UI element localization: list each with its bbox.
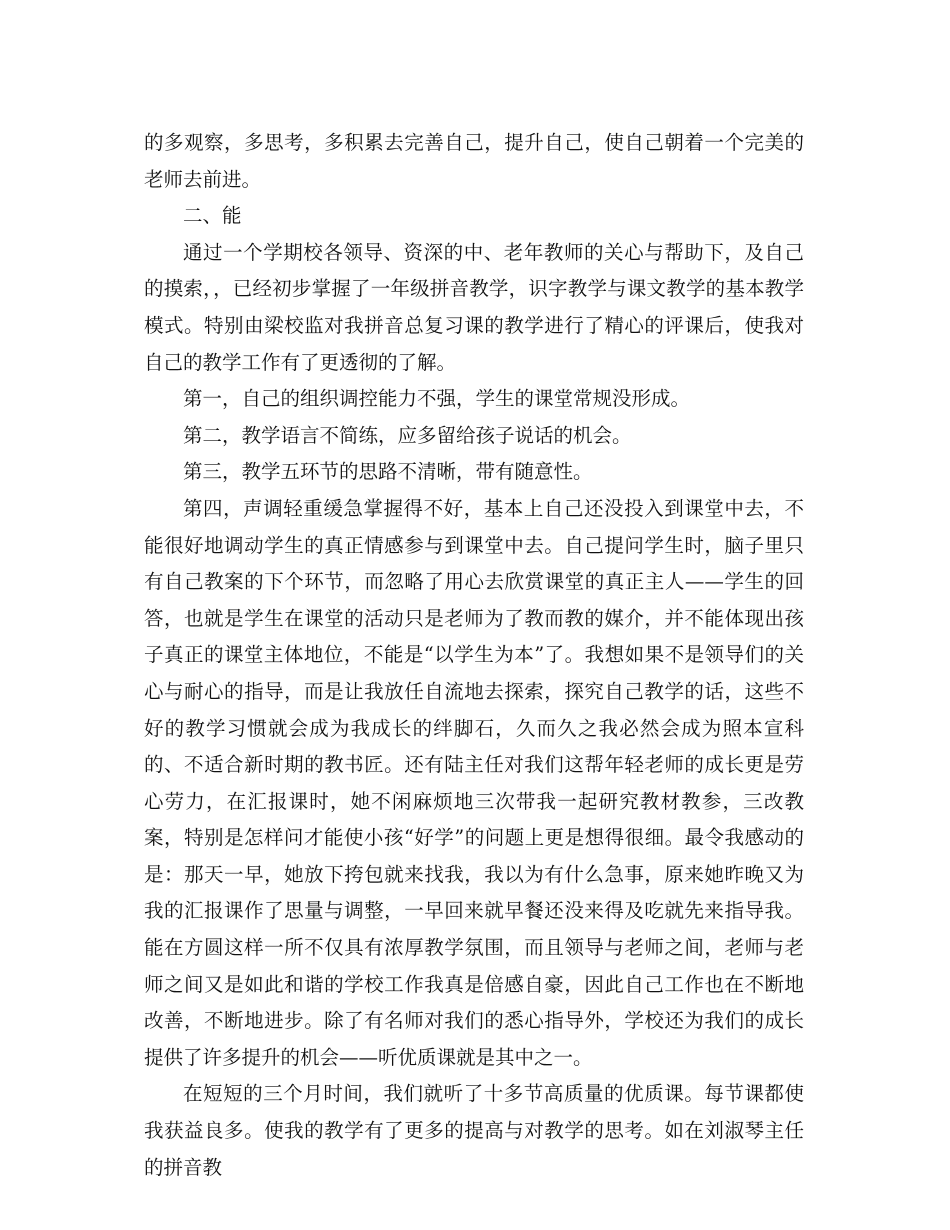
list-item-fourth: 第四，声调轻重缓急掌握得不好，基本上自己还没投入到课堂中去，不能很好地调动学生的真正情感参与到课堂中去。自己提问学生时，脑子里只有自己教案的下个环节，而忽略了用心去欣赏课堂的真正主人——学生的回答，也就是学生在课堂的活动只是老师为了教而教的媒介，并不能体现出孩子真正的课堂主体地位，不能是“以学生为本”了。我想如果不是领导们的关心与耐心的指导，而是让我放任自流地去探索，探究自己教学的话，这些不好的教学习惯就会成为我成长的绊脚石，久而久之我必然会成为照本宣科的、不适合新时期的教书匠。还有陆主任对我们这帮年轻老师的成长更是劳心劳力，在汇报课时，她不闲麻烦地三次带我一起研究教材教参，三改教案，特别是怎样问才能使小孩“好学”的问题上更是想得很细。最令我感动的是：那天一早，她放下挎包就来找我，我以为有什么急事，原来她昨晚又为我的汇报课作了思量与调整，一早回来就早餐还没来得及吃就先来指导我。能在方圆这样一所不仅具有浓厚教学氛围，而且领导与老师之间，老师与老师之间又是如此和谐的学校工作我真是倍感自豪，因此自己工作也在不断地改善，不断地进步。除了有名师对我们的悉心指导外，学校还为我们的成长提供了许多提升的机会——听优质课就是其中之一。 (144, 496, 804, 1069)
list-item-second: 第二，教学语言不简练，应多留给孩子说话的机会。 (183, 423, 632, 447)
section-heading: 二、能 (183, 204, 242, 228)
document-body (144, 125, 804, 1186)
paragraph-2: 通过一个学期校各领导、资深的中、老年教师的关心与帮助下，及自己的摸索，，已经初步掌握了一年级拼音教学，识字教学与课文教学的基本教学模式。特别由梁校监对我拼音总复习课的教学进行了精心的评课后，使我对自己的教学工作有了更透彻的了解。 (144, 240, 804, 374)
list-item-first: 第一，自己的组织调控能力不强，学生的课堂常规没形成。 (183, 387, 691, 411)
paragraph-1: 的多观察，多思考，多积累去完善自己，提升自己，使自己朝着一个完美的老师去前进。 (144, 131, 804, 191)
paragraph-last: 在短短的三个月时间，我们就听了十多节高质量的优质课。每节课都使我获益良多。使我的教学有了更多的提高与对教学的思考。如在刘淑琴主任的拼音教 (144, 1082, 804, 1179)
list-item-third: 第三，教学五环节的思路不清晰，带有随意性。 (183, 460, 593, 484)
